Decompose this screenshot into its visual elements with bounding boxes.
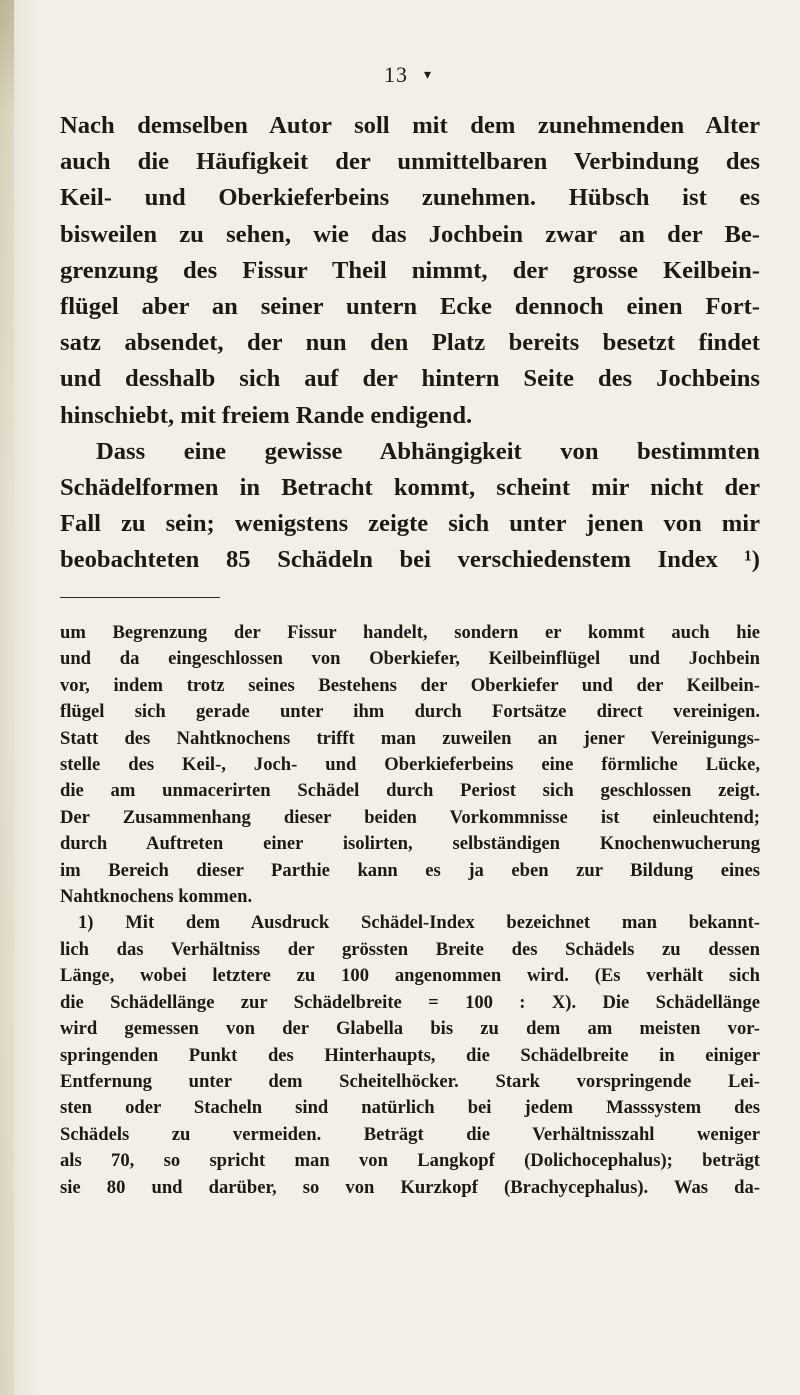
footnote-line: springenden Punkt des Hinterhaupts, die Schädelbreite in einiger [60, 1044, 760, 1066]
footnote-block [60, 620, 760, 1201]
text-line: beobachteten 85 Schädeln bei verschiedenstem Index ¹) [60, 546, 760, 574]
footnote-divider [60, 597, 220, 598]
page-number [0, 62, 800, 88]
footnote-line: Der Zusammenhang dieser beiden Vorkommnisse ist einleuchtend; [60, 806, 760, 828]
page-number-text: 13 [384, 62, 408, 87]
text-line: Dass eine gewisse Abhängigkeit von bestimmten [96, 437, 760, 465]
footnote-line: lich das Verhältniss der grössten Breite des Schädels zu dessen [60, 938, 760, 960]
text-line: satz absendet, der nun den Platz bereits besetzt findet [60, 329, 760, 357]
text-line: Nach demselben Autor soll mit dem zunehmenden Alter [60, 112, 760, 139]
text-line: und desshalb sich auf der hintern Seite des Jochbeins [60, 365, 760, 393]
footnote-line: die Schädellänge zur Schädelbreite = 100 : X). Die Schädellänge [60, 991, 760, 1013]
footnote-line: als 70, so spricht man von Langkopf (Dolichocephalus); beträgt [60, 1150, 760, 1172]
footnote-line: stelle des Keil-, Joch- und Oberkieferbeins eine förmliche Lücke, [60, 754, 760, 776]
main-text-block [60, 108, 760, 579]
footnote-line: im Bereich dieser Parthie kann es ja eben zur Bildung eines [60, 859, 760, 881]
footnote-line: Entfernung unter dem Scheitelhöcker. Stark vorspringende Lei- [60, 1070, 760, 1092]
text-line: Schädelformen in Betracht kommt, scheint mir nicht der [60, 474, 760, 502]
footnote-line: Länge, wobei letztere zu 100 angenommen wird. (Es verhält sich [60, 965, 760, 987]
footnote-line: flügel sich gerade unter ihm durch Fortsätze direct vereinigen. [60, 701, 760, 723]
footnote-line: um Begrenzung der Fissur handelt, sondern er kommt auch hie [60, 622, 760, 643]
text-line: auch die Häufigkeit der unmittelbaren Verbindung des [60, 148, 760, 176]
footnote-line: durch Auftreten einer isolirten, selbständigen Knochenwucherung [60, 833, 760, 855]
text-line: Fall zu sein; wenigstens zeigte sich unter jenen von mir [60, 510, 760, 538]
footnote-line: vor, indem trotz seines Bestehens der Oberkiefer und der Keilbein- [60, 674, 760, 696]
footnote-line: 1) Mit dem Ausdruck Schädel-Index bezeichnet man bekannt- [78, 912, 760, 934]
footnote-line: und da eingeschlossen von Oberkiefer, Keilbeinflügel und Jochbein [60, 648, 760, 670]
text-line: hinschiebt, mit freiem Rande endigend. [60, 401, 473, 429]
text-line: Keil- und Oberkieferbeins zunehmen. Hübsch ist es [60, 184, 760, 212]
footnote-line: Schädels zu vermeiden. Beträgt die Verhältnisszahl weniger [60, 1123, 760, 1145]
footnote-line: sten oder Stacheln sind natürlich bei jedem Masssystem des [60, 1097, 760, 1119]
footnote-line: Statt des Nahtknochens trifft man zuweilen an jener Vereinigungs- [60, 727, 760, 749]
footnote-line: sie 80 und darüber, so von Kurzkopf (Brachycephalus). Was da- [60, 1176, 760, 1198]
page-mark: ▾ [424, 68, 433, 83]
text-line: bisweilen zu sehen, wie das Jochbein zwar an der Be- [60, 220, 760, 248]
text-line: grenzung des Fissur Theil nimmt, der grosse Keilbein- [60, 256, 760, 284]
footnote-line: Nahtknochens kommen. [60, 886, 253, 908]
binding-shadow [0, 0, 14, 1395]
footnote-line: die am unmacerirten Schädel durch Periost sich geschlossen zeigt. [60, 780, 760, 802]
footnote-line: wird gemessen von der Glabella bis zu dem am meisten vor- [60, 1018, 760, 1040]
text-line: flügel aber an seiner untern Ecke dennoch einen Fort- [60, 293, 760, 321]
